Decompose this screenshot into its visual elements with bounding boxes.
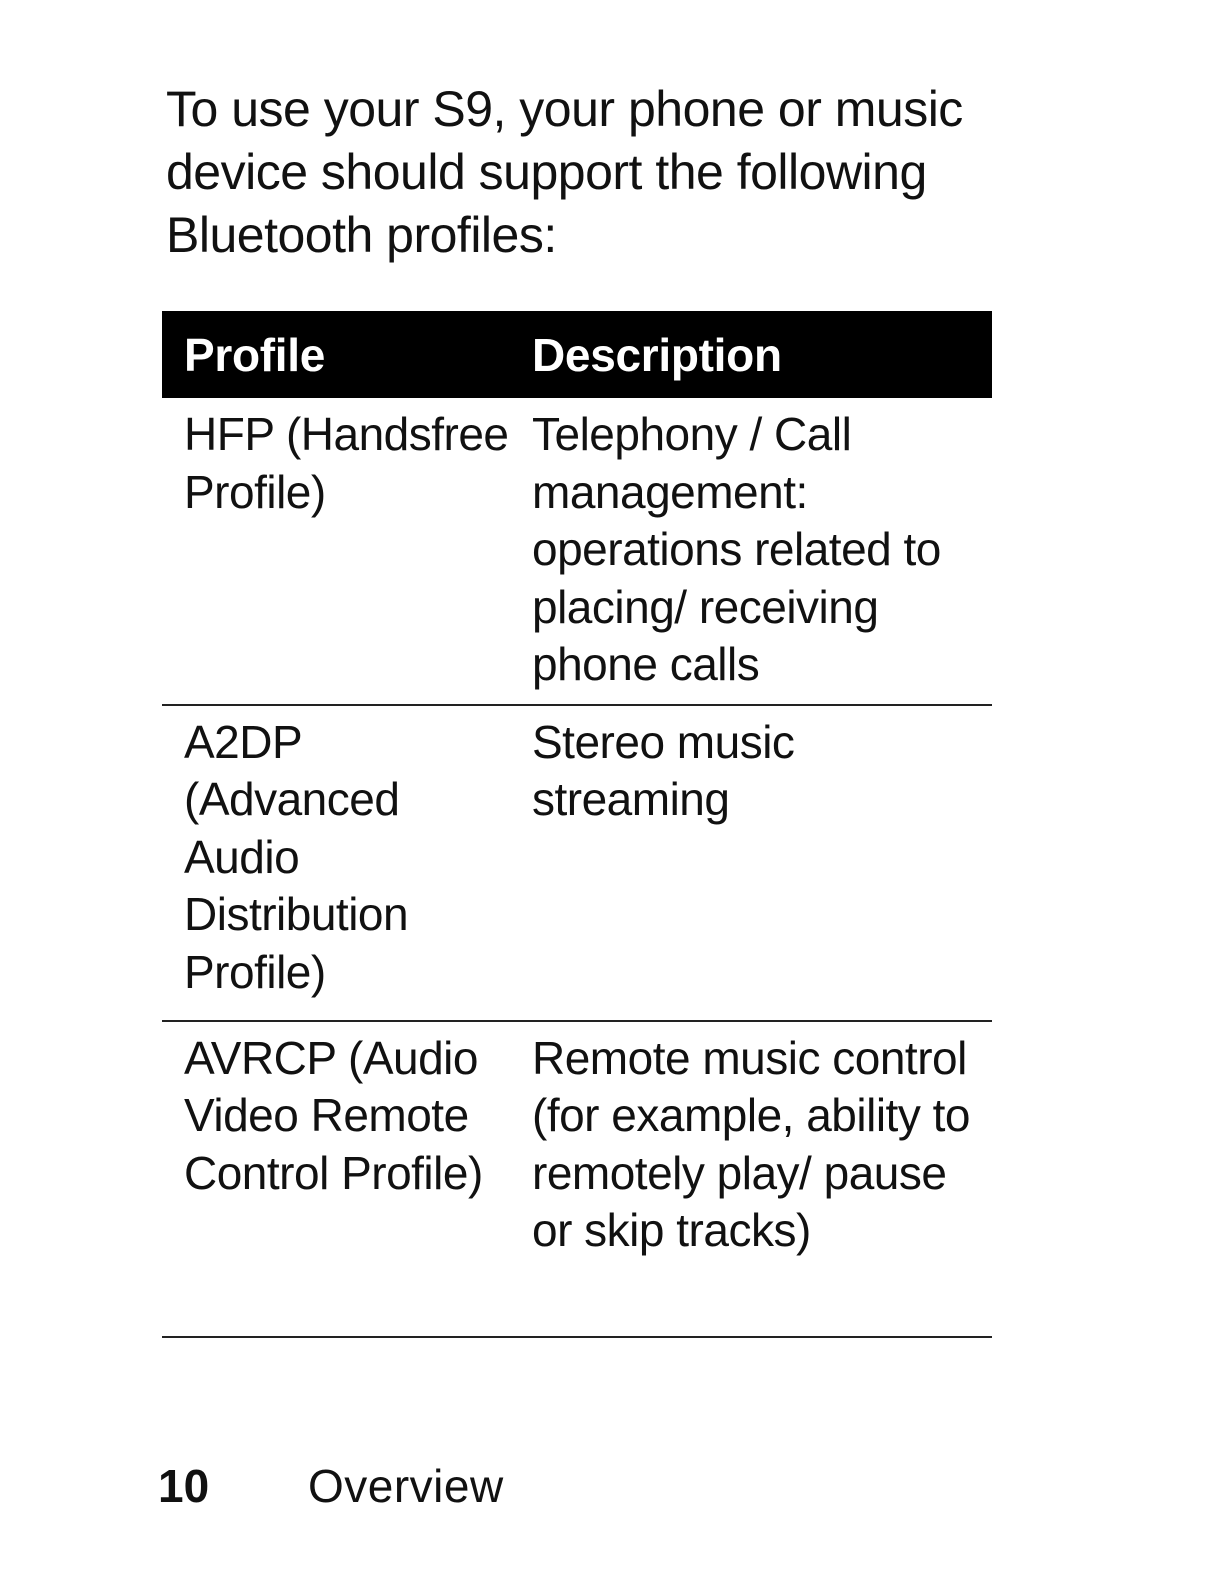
intro-paragraph: To use your S9, your phone or music device should support the following Bluetooth profiles: [166, 81, 963, 263]
header-description: Description [510, 311, 992, 398]
profile-cell: A2DP (Advanced Audio Distribution Profile) [162, 705, 510, 1021]
page-number: 10 [158, 1460, 210, 1512]
table-row [162, 1021, 992, 1337]
table-header-row [162, 311, 992, 398]
table-header [162, 311, 992, 398]
bluetooth-profiles-table [162, 311, 992, 1338]
description-cell: Telephony / Call management: operations related to placing/ receiving phone calls [510, 398, 992, 705]
description-cell: Remote music control (for example, ability to remotely play/ pause or skip tracks) [510, 1021, 992, 1337]
table-row [162, 705, 992, 1021]
header-profile: Profile [162, 311, 510, 398]
section-name: Overview [308, 1460, 504, 1512]
description-cell: Stereo music streaming [510, 705, 992, 1021]
profile-cell: HFP (Handsfree Profile) [162, 398, 510, 705]
profile-cell: AVRCP (Audio Video Remote Control Profile) [162, 1021, 510, 1337]
table-row [162, 398, 992, 705]
page-footer [158, 1456, 504, 1516]
